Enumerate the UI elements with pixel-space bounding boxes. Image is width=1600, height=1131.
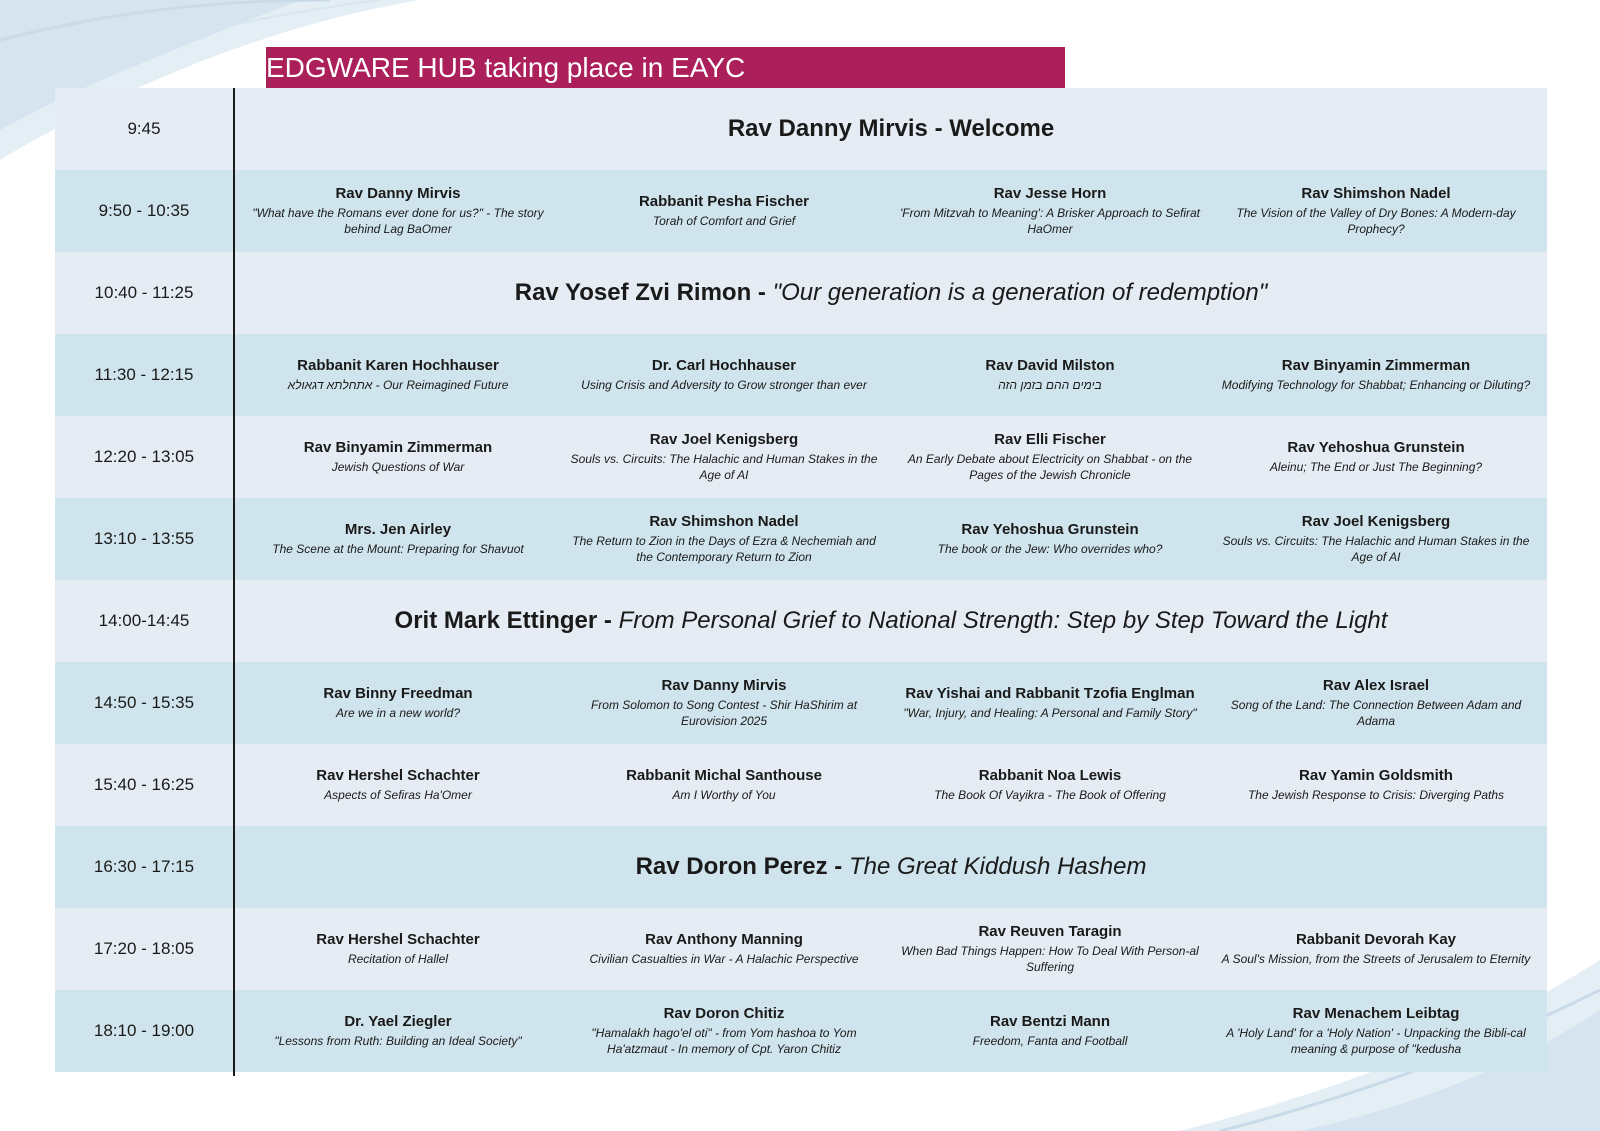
session-cell [235,662,561,744]
session-cell [235,744,561,826]
session-cell [887,498,1213,580]
session-speaker: Rav Yehoshua Grunstein [1287,439,1465,456]
session-topic: "Lessons from Ruth: Building an Ideal Society" [274,1034,522,1048]
session-speaker: Rav Yamin Goldsmith [1299,767,1453,784]
time-slot: 18:10 - 19:00 [93,1021,195,1040]
session-topic: "War, Injury, and Healing: A Personal and Family Story" [903,706,1197,720]
session-speaker: Rav Danny Mirvis [661,677,787,694]
session-topic: The Book Of Vayikra - The Book of Offering [934,788,1166,802]
session-cell [235,416,561,498]
plenary-separator: - [751,279,773,306]
hub-banner: EDGWARE HUB taking place in EAYC [266,47,1065,88]
session-topic: The Vision of the Valley of Dry Bones: A Modern-day Prophecy? [1236,206,1516,236]
session-speaker: Rav Jesse Horn [993,185,1107,202]
session-speaker: Rav Alex Israel [1322,677,1430,694]
session-speaker: Rav Yishai and Rabbanit Tzofia Englman [905,685,1195,702]
session-cell [561,908,887,990]
time-slot: 16:30 - 17:15 [93,857,195,876]
session-cell [887,334,1213,416]
session-cell [235,170,561,252]
schedule-row [55,334,1547,416]
session-cells [235,170,1547,252]
session-speaker: Rav Binyamin Zimmerman [1281,357,1471,374]
session-topic: Am I Worthy of You [672,788,776,802]
session-cell [887,908,1213,990]
plenary-topic: The Great Kiddush Hashem [848,853,1147,880]
session-cell [561,990,887,1072]
session-cell [235,498,561,580]
plenary-speaker: Rav Yosef Zvi Rimon [514,279,752,306]
session-cells [235,908,1547,990]
time-slot: 13:10 - 13:55 [93,529,195,548]
time-slot: 9:45 [127,119,161,138]
session-topic: Civilian Casualties in War - A Halachic Perspective [589,952,859,966]
session-cell [561,662,887,744]
session-cell [561,170,887,252]
session-speaker: Rav Hershel Schachter [316,931,480,948]
session-cells [235,334,1547,416]
session-speaker: Rabbanit Noa Lewis [978,767,1122,784]
session-cell [1213,334,1539,416]
session-speaker: Dr. Yael Ziegler [344,1013,452,1030]
session-topic: Souls vs. Circuits: The Halachic and Human Stakes in the Age of AI [570,452,878,482]
time-slot: 10:40 - 11:25 [94,283,194,302]
session-topic: When Bad Things Happen: How To Deal With Person-al Suffering [901,944,1199,974]
schedule-row [55,990,1547,1072]
session-speaker: Mrs. Jen Airley [344,521,452,538]
plenary-separator: - [597,607,619,634]
plenary-session [235,252,1547,334]
session-topic: A 'Holy Land' for a 'Holy Nation' - Unpacking the Bibli-cal meaning & purpose of "kedusha [1226,1026,1526,1056]
session-speaker: Rav Reuven Taragin [978,923,1122,940]
time-slot: 15:40 - 16:25 [93,775,195,794]
session-cell [1213,498,1539,580]
schedule-row [55,826,1547,908]
schedule-row [55,252,1547,334]
session-speaker: Rav Elli Fischer [994,431,1106,448]
session-speaker: Rav Shimshon Nadel [1301,185,1451,202]
session-cell [235,990,561,1072]
plenary-topic: "Our generation is a generation of redemption" [772,279,1268,306]
session-cell [561,416,887,498]
plenary-speaker: Orit Mark Ettinger [394,607,598,634]
session-cell [1213,908,1539,990]
session-speaker: Rav David Milston [985,357,1115,374]
schedule-row [55,416,1547,498]
plenary-speaker: Rav Doron Perez [635,853,828,880]
schedule-row [55,170,1547,252]
schedule-table [55,88,1547,1076]
session-topic: Using Crisis and Adversity to Grow stronger than ever [581,378,867,392]
session-cell [561,498,887,580]
schedule-row [55,580,1547,662]
session-topic: Aspects of Sefiras Ha'Omer [324,788,472,802]
schedule-row [55,88,1547,170]
session-cells [235,498,1547,580]
session-cell [235,908,561,990]
session-speaker: Rav Joel Kenigsberg [1301,513,1451,530]
plenary-topic: From Personal Grief to National Strength: Step by Step Toward the Light [618,607,1388,634]
session-speaker: Rav Hershel Schachter [316,767,480,784]
session-speaker: Rav Binny Freedman [323,685,473,702]
session-cell [887,662,1213,744]
session-topic: Jewish Questions of War [331,460,465,474]
session-topic: An Early Debate about Electricity on Shabbat - on the Pages of the Jewish Chronicle [907,452,1193,482]
session-cell [1213,990,1539,1072]
session-topic: "Hamalakh hago'el oti" - from Yom hashoa to Yom Ha'atzmaut - In memory of Cpt. Yaron Chitiz [591,1026,857,1056]
session-cell [235,334,561,416]
session-topic: Souls vs. Circuits: The Halachic and Human Stakes in the Age of AI [1222,534,1530,564]
session-cell [887,416,1213,498]
session-cell [887,170,1213,252]
session-cell [561,744,887,826]
session-topic: Aleinu; The End or Just The Beginning? [1269,460,1483,474]
session-topic: Song of the Land: The Connection Between Adam and Adama [1230,698,1522,728]
plenary-speaker: Rav Danny Mirvis - Welcome [727,115,1055,142]
time-slot: 17:20 - 18:05 [93,939,195,958]
time-column-divider [233,88,235,1076]
session-speaker: Rabbanit Devorah Kay [1295,931,1457,948]
session-cells [235,744,1547,826]
schedule-row [55,498,1547,580]
plenary-separator: - [827,853,849,880]
time-slot: 14:50 - 15:35 [93,693,195,712]
plenary-session [235,88,1547,170]
session-topic: From Solomon to Song Contest - Shir HaShirim at Eurovision 2025 [590,698,858,728]
time-slot: 9:50 - 10:35 [98,201,190,220]
session-topic: בימים ההם בזמן הזה [998,378,1102,392]
plenary-session [235,580,1547,662]
session-cell [1213,416,1539,498]
session-speaker: Rav Joel Kenigsberg [649,431,799,448]
session-topic: A Soul's Mission, from the Streets of Jerusalem to Eternity [1221,952,1531,966]
session-speaker: Rav Doron Chitiz [663,1005,785,1022]
time-slot: 14:00-14:45 [98,611,190,630]
session-cell [1213,662,1539,744]
time-slot: 12:20 - 13:05 [93,447,195,466]
session-cell [887,744,1213,826]
session-speaker: Rav Menachem Leibtag [1292,1005,1460,1022]
session-topic: Modifying Technology for Shabbat; Enhancing or Diluting? [1221,378,1531,392]
session-topic: Recitation of Hallel [347,952,449,966]
session-topic: Freedom, Fanta and Football [972,1034,1128,1048]
schedule-row [55,662,1547,744]
session-topic: The Scene at the Mount: Preparing for Shavuot [272,542,524,556]
session-cells [235,416,1547,498]
session-speaker: Rav Danny Mirvis [335,185,461,202]
session-topic: Torah of Comfort and Grief [652,214,796,228]
session-cells [235,662,1547,744]
session-speaker: Rav Anthony Manning [645,931,803,948]
session-topic: Are we in a new world? [335,706,461,720]
session-speaker: Rabbanit Karen Hochhauser [297,357,499,374]
time-slot: 11:30 - 12:15 [94,365,194,384]
session-cell [1213,170,1539,252]
schedule-row [55,908,1547,990]
session-topic: The book or the Jew: Who overrides who? [937,542,1163,556]
session-topic: "What have the Romans ever done for us?" - The story behind Lag BaOmer [252,206,544,236]
session-topic: 'From Mitzvah to Meaning': A Brisker Approach to Sefirat HaOmer [899,206,1201,236]
session-speaker: Dr. Carl Hochhauser [651,357,797,374]
session-topic: The Jewish Response to Crisis: Diverging Paths [1247,788,1505,802]
session-speaker: Rav Shimshon Nadel [649,513,799,530]
session-speaker: Rabbanit Pesha Fischer [638,193,810,210]
session-speaker: Rabbanit Michal Santhouse [626,767,822,784]
session-speaker: Rav Bentzi Mann [989,1013,1110,1030]
plenary-session [235,826,1547,908]
session-cell [561,334,887,416]
session-cell [887,990,1213,1072]
session-topic: אתחלתא דגאולא - Our Reimagined Future [287,378,509,392]
session-cells [235,990,1547,1072]
session-topic: The Return to Zion in the Days of Ezra & Nechemiah and the Contemporary Return to Zion [572,534,876,564]
schedule-row [55,744,1547,826]
session-speaker: Rav Yehoshua Grunstein [961,521,1139,538]
session-speaker: Rav Binyamin Zimmerman [303,439,493,456]
session-cell [1213,744,1539,826]
